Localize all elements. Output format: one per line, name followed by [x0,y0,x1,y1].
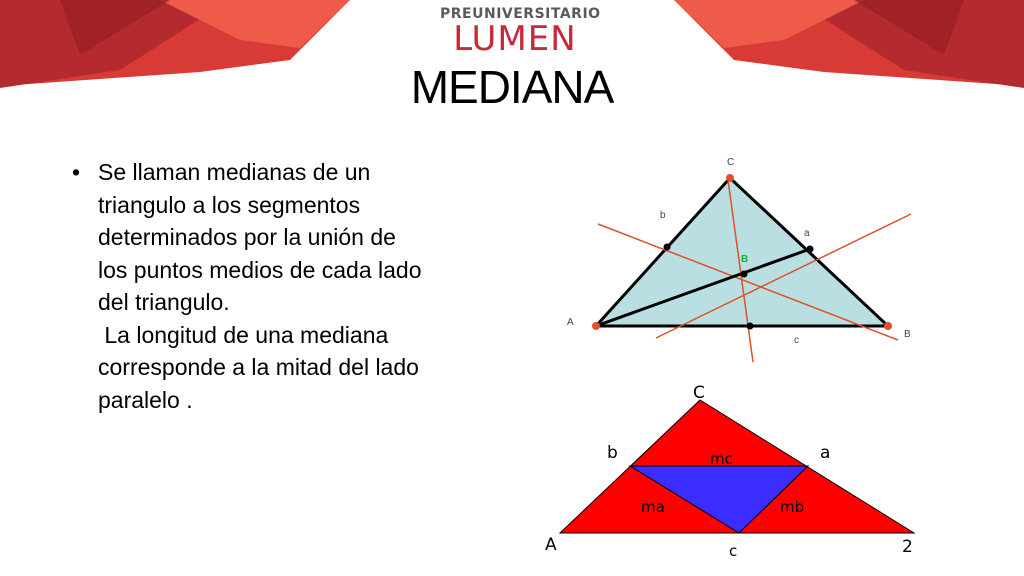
vertex-point-c [726,174,734,182]
logo-subtitle: PREUNIVERSITARIO [440,6,601,22]
bullet-marker: • [72,159,81,185]
vertex-label-a: A [567,317,574,328]
bullet-line: Se llaman medianas de un [98,159,371,185]
median-triangle-figure [556,150,926,365]
midpoint-a [807,246,814,253]
vertex-point-b [884,322,892,330]
label-left-a: A [545,535,557,555]
midpoint-c [747,323,754,330]
bullet-line: triangulo a los segmentos [98,191,361,218]
centroid-point [741,271,748,278]
bullet-line: los puntos medios de cada lado [98,256,422,283]
label-ma: ma [641,498,665,516]
vertex-label-c: C [727,157,735,168]
bullet-line: corresponde a la mitad del lado [98,354,419,380]
label-mid-c: c [729,542,738,558]
triangle-fill [596,178,888,326]
side-label-a: a [804,228,810,239]
vertex-point-a [592,322,600,330]
median-parallel-figure [540,378,924,558]
bullet-line: del triangulo. [98,289,230,315]
brand-logo [440,6,601,59]
label-mb: mb [780,498,805,516]
bullet-line: La longitud de una mediana [98,321,389,348]
bullet-line: determinados por la unión de [98,224,396,250]
side-label-b: b [660,210,666,221]
label-right-2: 2 [902,537,913,557]
vertex-label-b: B [904,329,911,340]
bullet-text [98,156,492,416]
midpoint-b [664,244,671,251]
centroid-label: B [741,254,749,265]
label-mid-a: a [820,443,831,463]
bullet-line: paralelo . [98,386,193,413]
slide-title: MEDIANA [410,61,614,113]
label-top-c: C [693,383,705,403]
logo-name: LUMEN [453,19,577,59]
side-label-c: c [794,335,799,346]
label-mid-b: b [607,443,618,463]
label-mc: mc [710,450,733,468]
bullet-paragraph [72,156,492,416]
